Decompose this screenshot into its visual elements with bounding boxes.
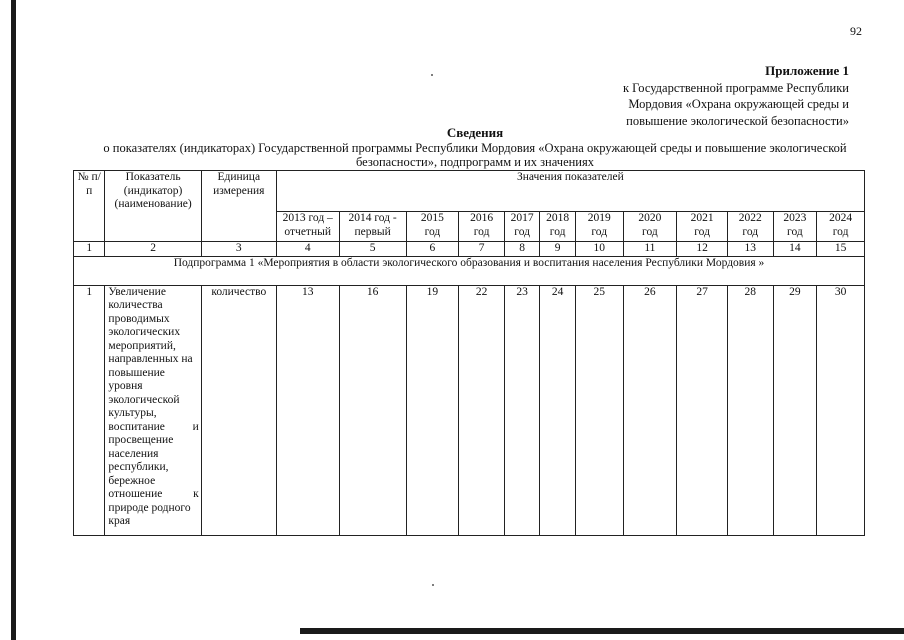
heading-title: Сведения <box>446 125 504 140</box>
year-header <box>339 212 406 242</box>
year-header-top: 2020 <box>638 212 662 224</box>
header-indicator: Показатель (индикатор) (наименование) <box>105 171 201 242</box>
value-cell: 30 <box>817 285 865 535</box>
page-number: 92 <box>850 24 862 38</box>
year-header-top: 2024 <box>829 212 853 224</box>
year-header-bottom: год <box>549 225 566 238</box>
document-heading <box>80 126 870 170</box>
appendix-line: Мордовия «Охрана окружающей среды и <box>628 97 849 111</box>
year-header <box>459 212 505 242</box>
column-number: 9 <box>540 242 575 257</box>
scan-left-border <box>11 0 16 640</box>
indicator-line: мероприятий, <box>108 339 176 352</box>
indicator-line: количества <box>108 299 163 311</box>
year-header-bottom: первый <box>354 225 391 238</box>
year-header <box>773 212 817 242</box>
appendix-title: Приложение 1 <box>765 63 849 78</box>
indicator-line: бережное <box>108 474 156 487</box>
indicator-line: культуры, <box>108 407 157 419</box>
column-number: 14 <box>773 242 817 257</box>
year-header-bottom: год <box>832 225 849 238</box>
year-header-top: 2023 <box>783 212 807 224</box>
indicator-line: направленных на <box>108 353 193 365</box>
row-num: 1 <box>74 285 105 535</box>
indicator-line: отношение к <box>108 488 199 500</box>
value-cell: 22 <box>459 285 505 535</box>
indicator-line: воспитание и <box>108 420 199 433</box>
indicator-line: Увеличение <box>108 285 166 298</box>
year-header-bottom: год <box>694 225 710 238</box>
indicator-line: повышение <box>108 366 165 379</box>
column-number: 3 <box>201 242 276 257</box>
year-header-bottom: год <box>742 225 759 238</box>
year-header <box>677 212 728 242</box>
column-numbers-row <box>74 242 865 257</box>
value-cell: 28 <box>727 285 773 535</box>
indicator-line: края <box>108 515 131 527</box>
year-header-top: 2021 <box>690 212 714 224</box>
column-number: 5 <box>339 242 406 257</box>
year-header-top: 2013 год – <box>282 212 333 224</box>
indicators-table <box>73 170 865 536</box>
scan-speck <box>431 74 433 76</box>
value-cell: 29 <box>773 285 817 535</box>
heading-line: о показателях (индикаторах) Государственной программы Республики Мордовия «Охрана окружающей среды и повышение экологической <box>103 140 847 155</box>
year-header-top: 2016 <box>470 212 494 224</box>
year-header-bottom: год <box>424 225 441 238</box>
indicator-line: населения <box>108 447 159 460</box>
year-header-top: 2017 <box>510 212 534 224</box>
year-header-bottom: год <box>642 225 658 238</box>
value-cell: 23 <box>504 285 539 535</box>
appendix-line: повышение экологической безопасности» <box>626 113 849 128</box>
column-number: 6 <box>406 242 459 257</box>
year-header <box>727 212 773 242</box>
indicator-line: республики, <box>108 461 169 473</box>
scan-speck <box>432 584 434 586</box>
column-number: 4 <box>276 242 339 257</box>
column-number: 10 <box>575 242 623 257</box>
indicator-line: экологической <box>108 393 180 406</box>
indicator-line: проводимых <box>108 312 170 325</box>
table-row <box>74 285 865 535</box>
year-header-top: 2019 <box>587 212 611 224</box>
column-number: 13 <box>727 242 773 257</box>
column-number: 2 <box>105 242 201 257</box>
indicator-line: уровня <box>108 380 143 392</box>
indicator-line: экологических <box>108 326 181 338</box>
value-cell: 13 <box>276 285 339 535</box>
year-header-bottom: год <box>514 225 530 238</box>
header-num: № п/п <box>74 171 105 242</box>
header-unit: Единица измерения <box>201 171 276 242</box>
year-header-bottom: год <box>591 225 608 238</box>
year-header <box>623 212 677 242</box>
value-cell: 16 <box>339 285 406 535</box>
appendix-line: к Государственной программе Республики <box>622 80 849 95</box>
year-header-bottom: год <box>473 225 490 238</box>
year-header-top: 2022 <box>738 212 762 224</box>
year-header <box>575 212 623 242</box>
year-header <box>540 212 575 242</box>
year-header-bottom: отчетный <box>284 225 331 238</box>
column-number: 7 <box>459 242 505 257</box>
year-header <box>504 212 539 242</box>
year-header-top: 2015 <box>420 212 444 224</box>
value-cell: 19 <box>406 285 459 535</box>
year-header <box>276 212 339 242</box>
value-cell: 25 <box>575 285 623 535</box>
indicator-line: природе родного <box>108 501 191 514</box>
indicator-line: просвещение <box>108 434 174 446</box>
column-number: 15 <box>817 242 865 257</box>
column-number: 8 <box>504 242 539 257</box>
row-indicator <box>105 285 201 535</box>
year-header-bottom: год <box>787 225 803 238</box>
column-number: 12 <box>677 242 728 257</box>
row-unit: количество <box>201 285 276 535</box>
value-cell: 27 <box>677 285 728 535</box>
year-header-top: 2014 год - <box>348 212 397 224</box>
value-cell: 24 <box>540 285 575 535</box>
header-row <box>74 171 865 212</box>
value-cell: 26 <box>623 285 677 535</box>
heading-line: безопасности», подпрограмм и их значениях <box>355 155 594 169</box>
column-number: 1 <box>74 242 105 257</box>
scan-bottom-border <box>300 628 904 634</box>
subprogram-row <box>74 256 865 285</box>
year-header <box>817 212 865 242</box>
appendix-block <box>549 63 849 129</box>
year-header-top: 2018 <box>546 212 570 224</box>
subprogram-title: Подпрограмма 1 «Мероприятия в области экологического образования и воспитания населения Республики Мордовия » <box>74 256 865 285</box>
year-header <box>406 212 459 242</box>
header-values: Значения показателей <box>276 171 864 212</box>
column-number: 11 <box>623 242 677 257</box>
